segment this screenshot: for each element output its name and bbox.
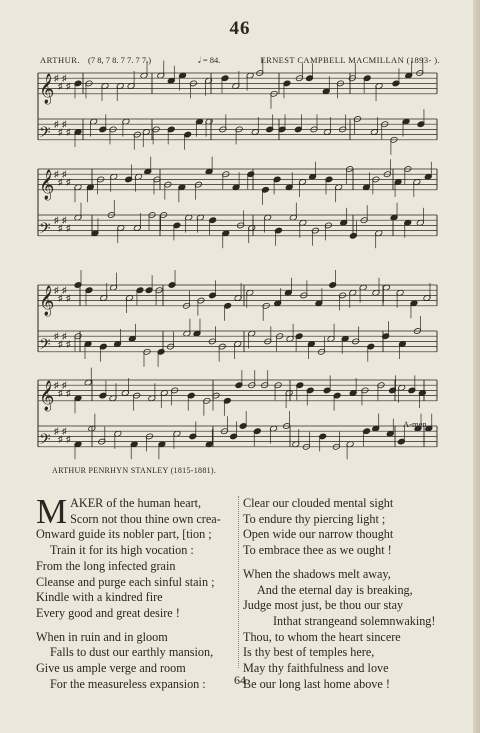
hymn-line: Onward guide its nobler part, [tion ;: [36, 527, 212, 542]
hymn-line: Clear our clouded mental sight: [243, 496, 394, 510]
composer-credit: ERNEST CAMPBELL MACMILLAN (1893- ).: [260, 55, 440, 65]
key-sharp: ♯: [66, 127, 71, 137]
bass-clef: 𝄢: [39, 335, 51, 357]
hymn-line: AKER of the human heart,: [70, 496, 202, 510]
hymn-line: For the measureless expansion :: [50, 676, 206, 691]
key-sharp: ♯: [54, 380, 59, 391]
hymn-line: Give us ample verge and room: [36, 661, 186, 676]
key-sharp: ♯: [54, 285, 59, 296]
key-sharp: ♯: [66, 293, 71, 303]
key-sharp: ♯: [62, 119, 67, 130]
key-sharp: ♯: [54, 73, 59, 84]
hymn-text-left-column: [36, 492, 236, 692]
key-sharp: ♯: [62, 426, 67, 437]
page-number-top: 46: [229, 18, 251, 39]
key-sharp: ♯: [66, 388, 71, 398]
key-sharp: ♯: [58, 293, 63, 303]
key-sharp: ♯: [58, 127, 63, 137]
key-sharp: ♯: [66, 81, 71, 91]
hymn-line: Is thy best of temples here,: [243, 645, 375, 660]
bass-clef: 𝄢: [39, 430, 51, 452]
key-sharp: ♯: [54, 215, 59, 226]
bass-clef: 𝄢: [39, 123, 51, 145]
treble-clef: 𝄞: [39, 73, 55, 104]
key-sharp: ♯: [66, 223, 71, 233]
key-sharp: ♯: [62, 380, 67, 391]
key-sharp: ♯: [62, 169, 67, 180]
hymn-line: Scorn not thou thine own crea-: [70, 511, 221, 526]
stanza-break: [243, 559, 443, 567]
key-sharp: ♯: [58, 223, 63, 233]
treble-clef: 𝄞: [39, 380, 55, 411]
drop-cap: M: [36, 492, 68, 531]
treble-clef: 𝄞: [39, 169, 55, 200]
hymn-line: Cleanse and purge each sinful stain ;: [36, 574, 215, 589]
hymn-line: Judge most just, be thou our stay: [243, 598, 404, 613]
amen-lyric: A-men.: [403, 419, 429, 429]
key-sharp: ♯: [58, 339, 63, 349]
tune-meter: (7 8, 7 8. 7 7. 7 7.): [88, 55, 152, 65]
bass-clef: 𝄢: [39, 219, 51, 241]
column-divider: [238, 496, 239, 668]
hymn-line: When the shadows melt away,: [243, 566, 391, 581]
hymn-line: When in ruin and in gloom: [36, 629, 168, 644]
key-sharp: ♯: [62, 73, 67, 84]
hymn-line: Every good and great desire !: [36, 605, 180, 620]
key-sharp: ♯: [54, 169, 59, 180]
key-sharp: ♯: [62, 285, 67, 296]
treble-clef: 𝄞: [39, 285, 55, 316]
hymn-line: From the long infected grain: [36, 558, 176, 573]
key-sharp: ♯: [62, 215, 67, 226]
hymn-line: Train it for its high vocation :: [50, 543, 194, 558]
tune-name: ARTHUR.: [40, 55, 81, 65]
hymn-author: ARTHUR PENRHYN STANLEY (1815-1881).: [52, 466, 217, 475]
key-sharp: ♯: [54, 119, 59, 130]
stanza-break: [36, 622, 236, 630]
hymn-line: Falls to dust our earthly mansion,: [50, 645, 214, 660]
tempo-marking: 𝅗𝅥 = 84.: [198, 55, 221, 65]
hymn-line: To endure thy piercing light ;: [243, 511, 386, 526]
hymn-line: Open wide our narrow thought: [243, 527, 394, 542]
key-sharp: ♯: [58, 388, 63, 398]
hymn-line: Inthat strangeand solemnwaking!: [273, 613, 436, 628]
hymn-line: May thy faithfulness and love: [243, 661, 389, 676]
hymn-line: Be our long last home above !: [243, 676, 390, 691]
key-sharp: ♯: [58, 177, 63, 187]
key-sharp: ♯: [54, 426, 59, 437]
key-sharp: ♯: [66, 339, 71, 349]
hymn-text-right-column: [243, 496, 443, 692]
key-sharp: ♯: [58, 81, 63, 91]
key-sharp: ♯: [58, 434, 63, 444]
page-number-bottom: 64: [234, 673, 246, 687]
key-sharp: ♯: [66, 177, 71, 187]
hymn-line: Kindle with a kindred fire: [36, 590, 163, 605]
page-edge: [473, 0, 480, 733]
key-sharp: ♯: [54, 331, 59, 342]
hymn-line: Thou, to whom the heart sincere: [243, 629, 401, 644]
key-sharp: ♯: [62, 331, 67, 342]
hymn-line: And the eternal day is breaking,: [257, 582, 413, 597]
hymn-line: To embrace thee as we ought !: [243, 543, 392, 558]
key-sharp: ♯: [66, 434, 71, 444]
